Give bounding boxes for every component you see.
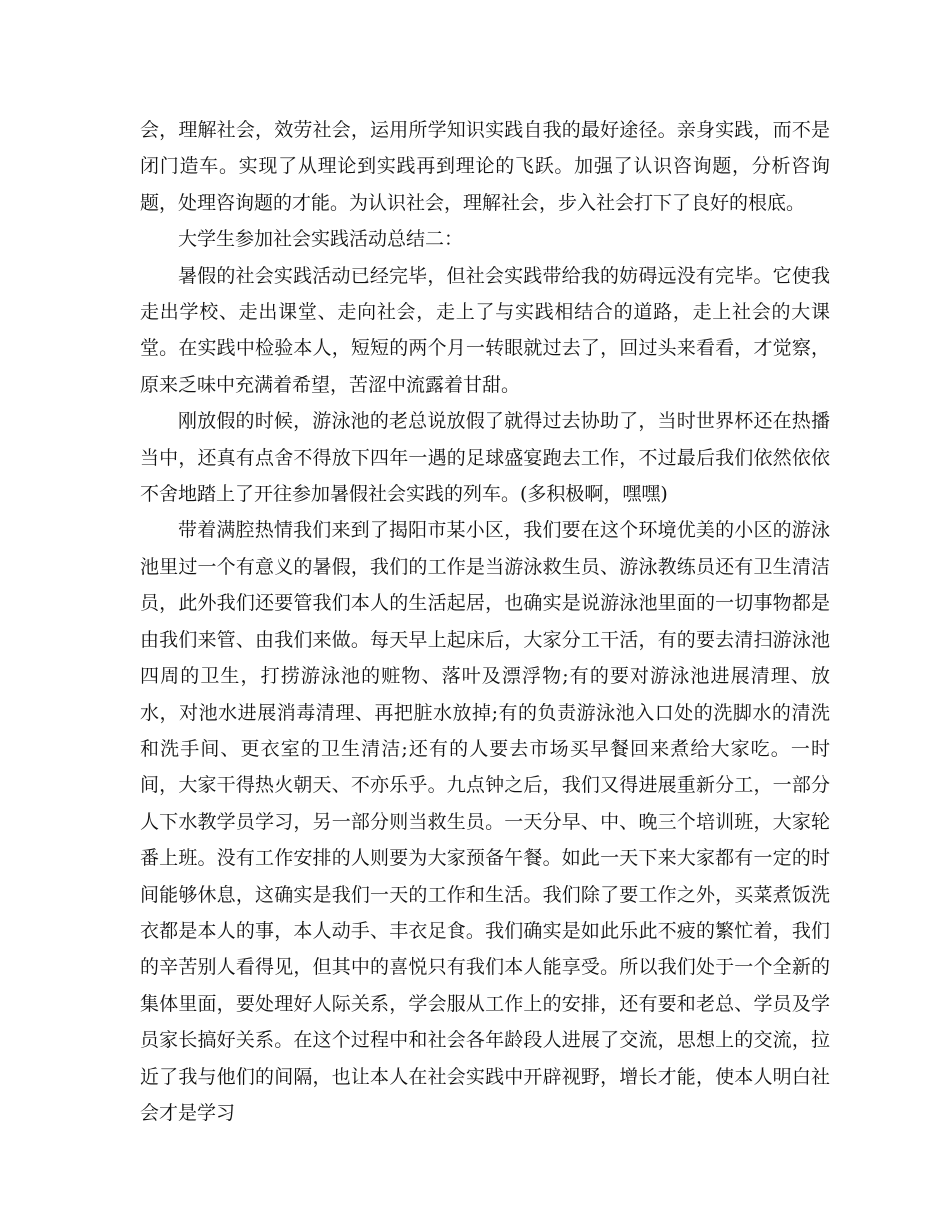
section-heading: 大学生参加社会实践活动总结二：: [178, 228, 464, 251]
paragraph-vacation-start: 刚放假的时候，游泳池的老总说放假了就得过去协助了，当时世界杯还在热播当中，还真有点舍不得放下四年一遇的足球盛宴跑去工作，不过最后我们依然依依不舍地踏上了开往参加暑假社会实践的列车。(多积极啊，嘿嘿): [140, 410, 830, 506]
paragraph-summer-practice: 暑假的社会实践活动已经完毕，但社会实践带给我的妨碍远没有完毕。它使我走出学校、走出课堂、走向社会，走上了与实践相结合的道路，走上社会的大课堂。在实践中检验本人，短短的两个月一转眼就过去了，回过头来看看，才觉察，原来乏味中充满着希望，苦涩中流露着甘甜。: [140, 264, 830, 396]
paragraph-continuation: 会，理解社会，效劳社会，运用所学知识实践自我的最好途径。亲身实践，而不是闭门造车。实现了从理论到实践再到理论的飞跃。加强了认识咨询题，分析咨询题，处理咨询题的才能。为认识社会，理解社会，步入社会打下了良好的根底。: [140, 119, 830, 214]
paragraph-pool-work: 带着满腔热情我们来到了揭阳市某小区，我们要在这个环境优美的小区的游泳池里过一个有意义的暑假，我们的工作是当游泳救生员、游泳教练员还有卫生清洁员，此外我们还要管我们本人的生活起居，也确实是说游泳池里面的一切事物都是由我们来管、由我们来做。每天早上起床后，大家分工干活，有的要去清扫游泳池四周的卫生，打捞游泳池的赃物、落叶及漂浮物;有的要对游泳池进展清理、放水，对池水进展消毒清理、再把脏水放掉;有的负责游泳池入口处的洗脚水的清洗和洗手间、更衣室的卫生清洁;还有的人要去市场买早餐回来煮给大家吃。一时间，大家干得热火朝天、不亦乐乎。九点钟之后，我们又得进展重新分工，一部分人下水教学员学习，另一部分则当救生员。一天分早、中、晚三个培训班，大家轮番上班。没有工作安排的人则要为大家预备午餐。如此一天下来大家都有一定的时间能够休息，这确实是我们一天的工作和生活。我们除了要工作之外，买菜煮饭洗衣都是本人的事，本人动手、丰衣足食。我们确实是如此乐此不疲的繁忙着，我们的辛苦别人看得见，但其中的喜悦只有我们本人能享受。所以我们处于一个全新的集体里面，要处理好人际关系，学会服从工作上的安排，还有要和老总、学员及学员家长搞好关系。在这个过程中和社会各年龄段人进展了交流，思想上的交流，拉近了我与他们的间隔，也让本人在社会实践中开辟视野，增长才能，使本人明白社会才是学习: [140, 519, 830, 1124]
document-body: [140, 112, 830, 1131]
